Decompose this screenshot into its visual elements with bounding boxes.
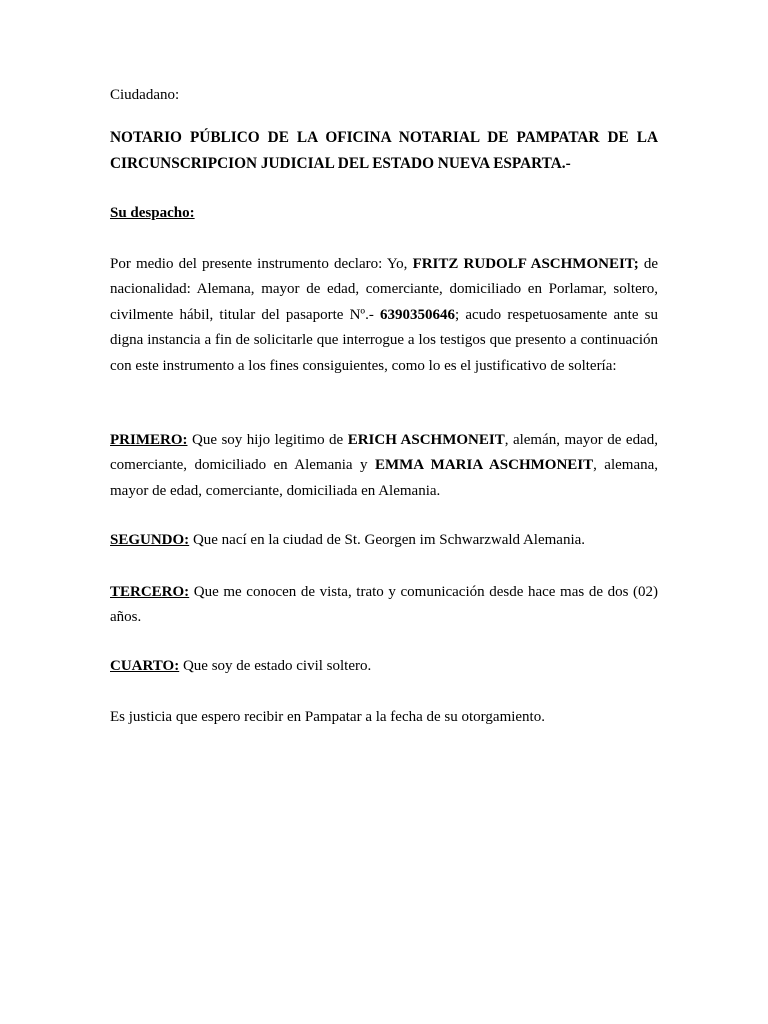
mother-name: EMMA MARIA ASCHMONEIT	[374, 457, 594, 474]
primero-text-3: , alemana, mayor de edad, comerciante, domiciliada en Alemania.	[110, 457, 659, 499]
closing-statement: Es justicia que espero recibir en Pampatar a la fecha de su otorgamiento.	[110, 709, 545, 725]
segundo-paragraph	[110, 529, 658, 551]
cuarto-text: Que soy de estado civil soltero.	[179, 658, 372, 674]
cuarto-paragraph	[110, 655, 658, 677]
despacho-heading: Su despacho:	[110, 205, 195, 221]
intro-text-3: ; acudo respetuosamente ante su digna instancia a fin de solicitarle que interrogue a los testigos que presento a continuación con este instrumento a los fines consiguientes, como lo es el justificativo de soltería:	[110, 306, 658, 374]
intro-text-2: de nacionalidad: Alemana, mayor de edad, comerciante, domiciliado en Porlamar, soltero, civilmente hábil, titular del pasaporte Nº.-	[110, 256, 658, 323]
primero-paragraph	[110, 428, 658, 504]
primero-label: PRIMERO:	[110, 432, 188, 448]
intro-paragraph	[110, 252, 658, 379]
tercero-text: Que me conocen de vista, trato y comunicación desde hace mas de dos (02) años.	[110, 584, 658, 626]
passport-number: 6390350646	[380, 306, 455, 323]
cuarto-label: CUARTO:	[110, 658, 180, 674]
primero-text-1: Que soy hijo legitimo de	[187, 432, 348, 448]
greeting: Ciudadano:	[110, 87, 180, 103]
addressee-heading: NOTARIO PÚBLICO DE LA OFICINA NOTARIAL DE PAMPATAR DE LA CIRCUNSCRIPCION JUDICIAL DEL ESTADO NUEVA ESPARTA.-	[110, 129, 658, 172]
primero-text-2: , alemán, mayor de edad, comerciante, domiciliado en Alemania y	[110, 432, 658, 474]
tercero-paragraph	[110, 580, 658, 631]
intro-text-1: Por medio del presente instrumento declaro: Yo,	[110, 256, 413, 272]
segundo-text: Que nací en la ciudad de St. Georgen im Schwarzwald Alemania.	[189, 532, 586, 548]
tercero-label: TERCERO:	[110, 584, 190, 600]
declarant-name: FRITZ RUDOLF ASCHMONEIT;	[412, 256, 639, 272]
segundo-label: SEGUNDO:	[110, 532, 190, 548]
father-name: ERICH ASCHMONEIT	[347, 432, 505, 448]
